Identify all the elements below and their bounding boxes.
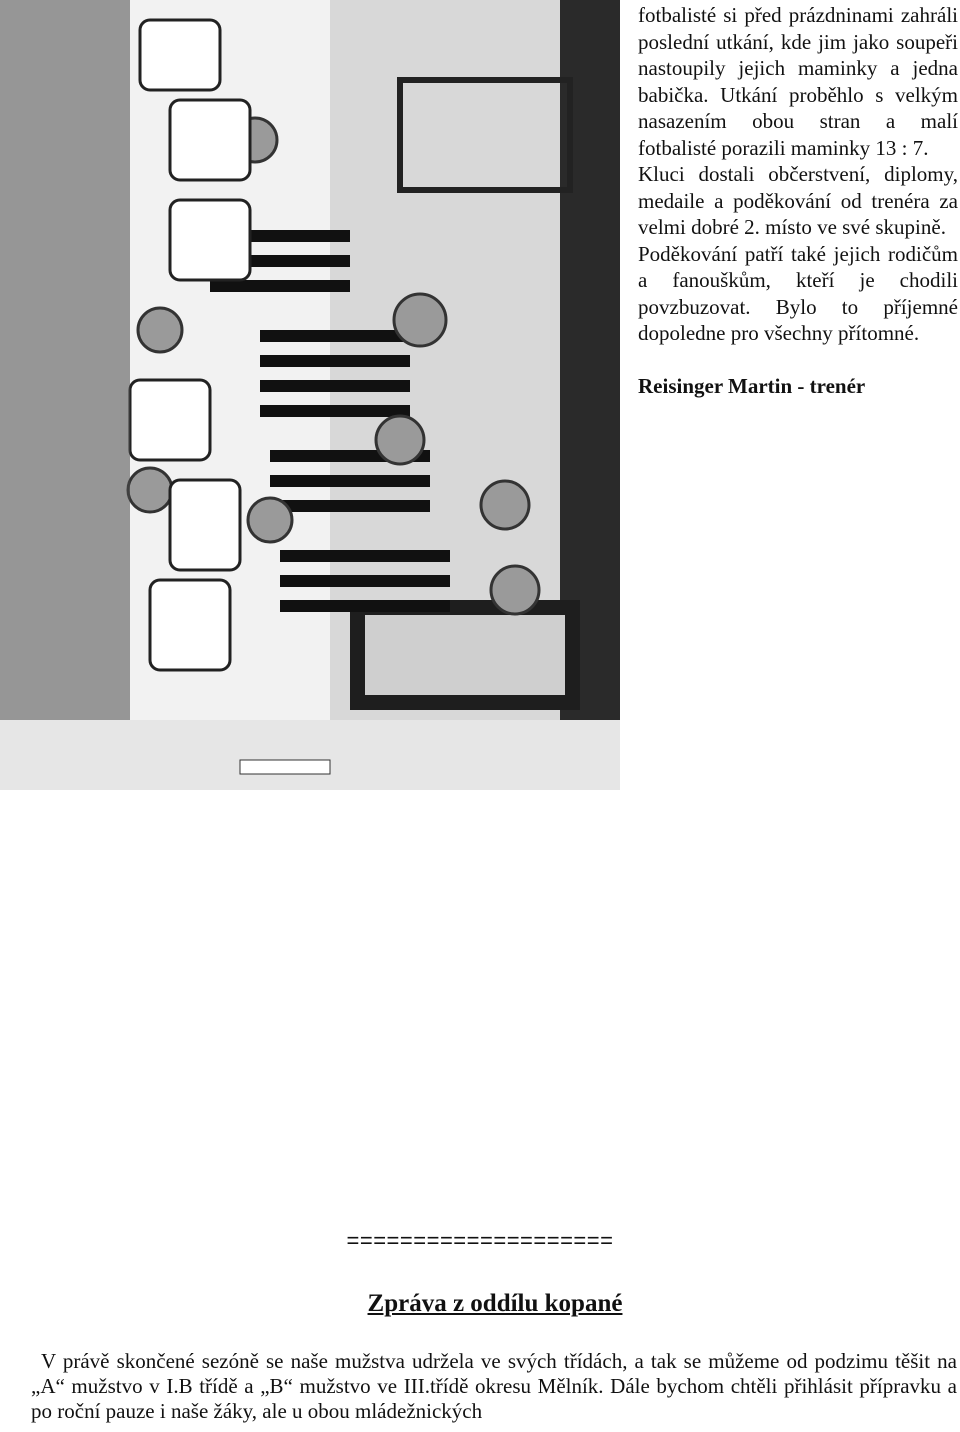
section-paragraph: V právě skončené sezóně se naše mužstva udržela ve svých třídách, a tak se můžeme od podzimu těšit na „A“ mužstvo v I.B třídě a „B“ mužstvo ve III.třídě okresu Mělník. Dále bychom chtěli přihlásit přípravku a po roční pauze i naše žáky, ale u obou mládežnických xyxy=(31,1349,957,1423)
article-paragraph-2: Kluci dostali občerstvení, diplomy, medaile a poděkování od trenéra za velmi dobré 2. místo ve své skupině. xyxy=(638,162,958,239)
article-paragraph-3: Poděkování patří také jejich rodičům a fanouškům, kteří je chodili povzbuzovat. Bylo to příjemné dopoledne pro všechny přítomné. xyxy=(638,241,958,345)
section-title: Zpráva z oddílu kopané xyxy=(367,1290,623,1317)
team-photo xyxy=(0,0,620,790)
section-body xyxy=(31,1349,957,1424)
team-photo-graphic xyxy=(0,0,620,790)
article-column xyxy=(638,2,958,399)
article-paragraph-1: fotbalisté si před prázdninami zahráli poslední utkání, kde jim jako soupeři nastoupily jejich maminky a jedna babička. Utkání proběhlo s velkým nasazením obou stran a malí fotbalisté porazili maminky 13 : 7. xyxy=(638,3,958,160)
section-divider: ==================== xyxy=(346,1228,614,1253)
article-signature: Reisinger Martin - trenér xyxy=(638,373,866,398)
